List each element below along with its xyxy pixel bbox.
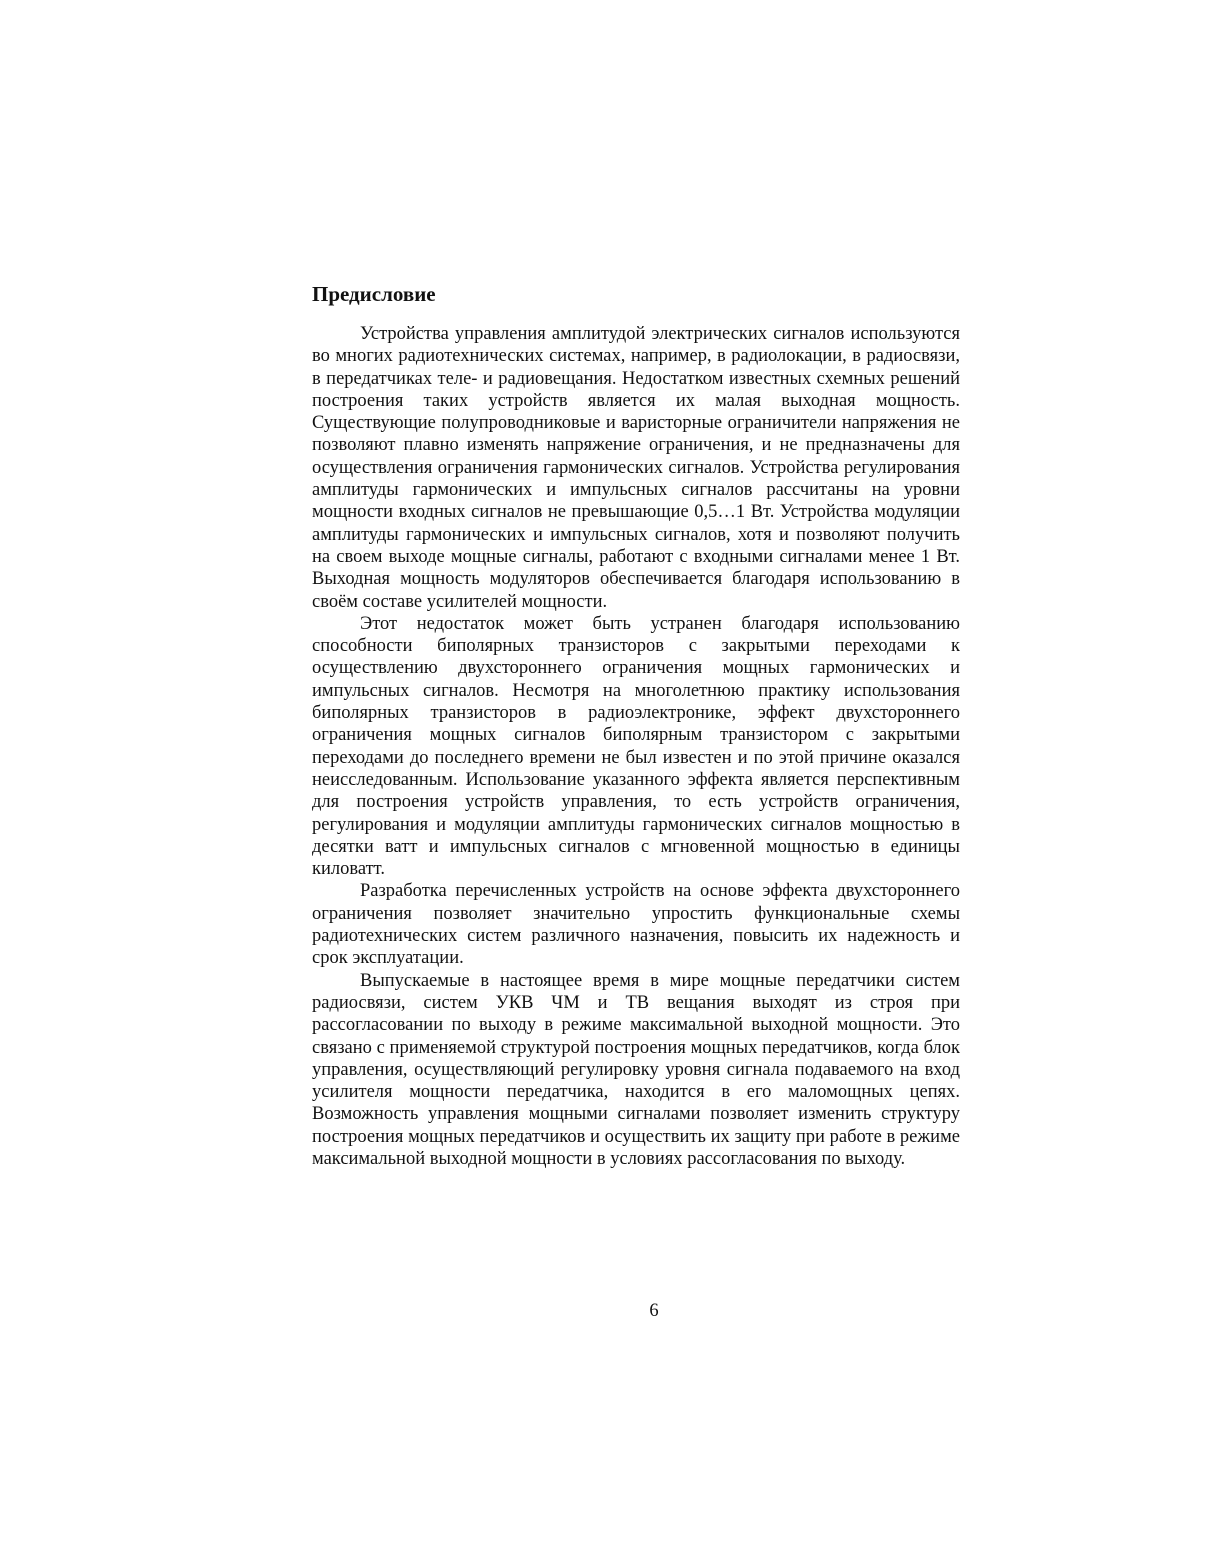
page-content (312, 281, 960, 1170)
paragraph-3: Разработка перечисленных устройств на основе эффекта двухстороннего ограничения позволяет значительно упростить функциональные схемы радиотехнических систем различного назначения, повысить их надежность и срок эксплуатации. (312, 881, 960, 969)
paragraph-1: Устройства управления амплитудой электрических сигналов используются во многих радиотехнических системах, например, в радиолокации, в радиосвязи, в передатчиках теле- и радиовещания. Недостатком известных схемных решений построения таких устройств является их малая выходная мощность. Существующие полупроводниковые и варисторные ограничители напряжения не позволяют плавно изменять напряжение ограничения, и не предназначены для осуществления ограничения гармонических сигналов. Устройства регулирования амплитуды гармонических и импульсных сигналов рассчитаны на уровни мощности входных сигналов не превышающие 0,5…1 Вт. Устройства модуляции амплитуды гармонических и импульсных сигналов, хотя и позволяют получить на своем выходе мощные сигналы, работают с входными сигналами менее 1 Вт. Выходная мощность модуляторов обеспечивается благодаря использованию в своём составе усилителей мощности. (312, 324, 960, 612)
paragraph-2: Этот недостаток может быть устранен благодаря использованию способности биполярных транзисторов с закрытыми переходами к осуществлению двухстороннего ограничения мощных гармонических и импульсных сигналов. Несмотря на многолетнюю практику использования биполярных транзисторов в радиоэлектронике, эффект двухстороннего ограничения мощных сигналов биполярным транзистором с закрытыми переходами до последнего времени не был известен и по этой причине оказался неисследованным. Использование указанного эффекта является перспективным для построения устройств управления, то есть устройств ограничения, регулирования и модуляции амплитуды гармонических сигналов мощностью в десятки ватт и импульсных сигналов с мгновенной мощностью в единицы киловатт. (312, 613, 960, 880)
section-heading: Предисловие (312, 282, 436, 306)
page-number: 6 (649, 1301, 659, 1321)
paragraph-4: Выпускаемые в настоящее время в мире мощные передатчики систем радиосвязи, систем УКВ ЧМ и ТВ вещания выходят из строя при рассогласовании по выходу в режиме максимальной выходной мощности. Это связано с применяемой структурой построения мощных передатчиков, когда блок управления, осуществляющий регулировку уровня сигнала подаваемого на вход усилителя мощности передатчика, находится в его маломощных цепях. Возможность управления мощными сигналами позволяет изменить структуру построения мощных передатчиков и осуществить их защиту при работе в режиме максимальной выходной мощности в условиях рассогласования по выходу. (312, 970, 960, 1169)
